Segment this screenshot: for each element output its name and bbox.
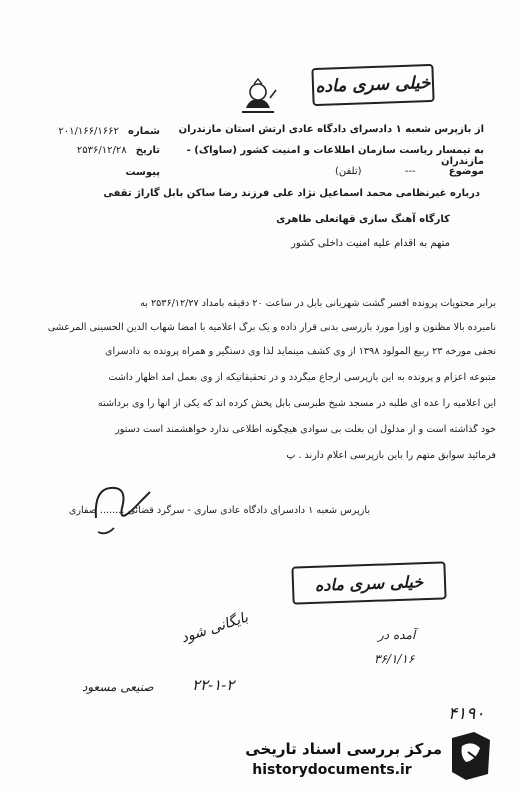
- header-to: [154, 145, 484, 167]
- number-label: شماره: [128, 126, 160, 137]
- top-secret-stamp-text: خیلی سری ماده: [315, 72, 431, 98]
- watermark-title-text: مرکز بررسی اسناد تاریخی: [245, 740, 442, 758]
- handwritten-note: [82, 680, 154, 694]
- body-line: فرمائید سوابق متهم را باین بازپرسی اعلام دارند . پ: [286, 450, 496, 461]
- watermark-url-text: historydocuments.ir: [252, 762, 412, 778]
- watermark-url: [222, 762, 442, 778]
- handwritten-note: [179, 610, 250, 647]
- subject-line-3-text: متهم به اقدام علیه امنیت داخلی کشور: [290, 238, 450, 249]
- date-value: ۲۵۳۶/۱۲/۲۸: [76, 145, 127, 156]
- signature-line-text: بازپرس شعبه ۱ دادسرای دادگاه عادی ساری - سرگرد قضائی ........ صفاری: [68, 505, 370, 516]
- handwritten-note-4: ۳۶/۱/۱۶: [374, 652, 415, 666]
- body-line: نجفی مورخه ۲۳ ربیع المولود ۱۳۹۸ از وی کشف مینماید لذا وی دستگیر و همراه پرونده به دادسرای: [104, 346, 496, 357]
- header-to-text: به تیمسار ریاست سازمان اطلاعات و امنیت کشور (ساواک) - مازندران: [186, 145, 484, 167]
- subject-label: موضوع: [448, 166, 484, 177]
- tel-label: (تلفن): [334, 166, 362, 177]
- date-label: تاریخ: [135, 145, 160, 156]
- body-line: نامبرده بالا مظنون و اورا مورد بازرسی بدنی قرار داده و یک برگ اعلامیه با امضا شهاب الدین الحسینی المرعشی: [47, 322, 496, 333]
- attachment-row: [60, 167, 160, 178]
- date-row: [30, 145, 160, 156]
- number-row: [30, 126, 160, 137]
- lion-and-sun-emblem-icon: [236, 78, 280, 116]
- page-number-text: ۴۱۹۰: [448, 704, 485, 724]
- watermark-title: [214, 740, 442, 758]
- body-line: متبوعه اعزام و پرونده به این بازپرسی ارجاع میگردد و در تحقیقاتیکه از وی بعمل آمد اظهار داشت: [108, 372, 496, 383]
- page-number: [448, 704, 485, 724]
- archive-logo-icon: [448, 730, 494, 782]
- body-line: خود گذاشته است و از مدلول آن بعلت بی سوادی هیچگونه اطلاعی ندارد خواهشمند است دستور: [115, 424, 496, 435]
- handwritten-note-2: ۲۲-۱-۲: [192, 676, 235, 694]
- top-secret-stamp: [311, 64, 434, 106]
- subject-line-1-text: درباره غیرنظامی محمد اسماعیل نژاد علی فرزند رضا ساکن بابل گاراژ تقفی: [103, 188, 480, 199]
- handwritten-note-3: آمده در: [378, 628, 416, 642]
- attachment-label: پیوست: [125, 167, 160, 178]
- number-value: ۲۰۱/۱۶۶/۱۶۶۲: [58, 126, 119, 137]
- subject-line-2: [70, 214, 450, 225]
- subject-line-2-text: کارگاه آهنگ سازی قهاتعلی طاهری: [276, 214, 450, 225]
- handwritten-note: [378, 628, 415, 642]
- body-line: این اعلامیه را عده ای طلبه در مسجد شیخ طبرسی بابل پخش کرده اند که یکی از آنها را وی برداشته: [97, 398, 496, 409]
- subject-line-1: [60, 188, 480, 199]
- handwritten-note: [374, 652, 414, 666]
- handwritten-note: [192, 676, 234, 694]
- signature-line: [50, 505, 370, 516]
- bottom-secret-stamp: [291, 561, 446, 604]
- handwritten-note-1: بایگانی شود: [179, 609, 251, 647]
- subject-line-3: [70, 238, 450, 249]
- handwritten-note-5: صنیعی مسعود: [82, 680, 154, 694]
- tel-row: [154, 166, 484, 177]
- header-from: [154, 124, 484, 135]
- tel-dash: ---: [404, 166, 416, 177]
- header-from-text: از بازپرس شعبه ۱ دادسرای دادگاه عادی ارتش استان مازندران: [178, 124, 484, 135]
- bottom-secret-stamp-text: خیلی سری ماده: [314, 571, 424, 595]
- body-line: برابر محتویات پرونده افسر گشت شهربانی بابل در ساعت ۲۰ دقیقه بامداد ۲۵۳۶/۱۲/۲۷ به: [140, 298, 496, 309]
